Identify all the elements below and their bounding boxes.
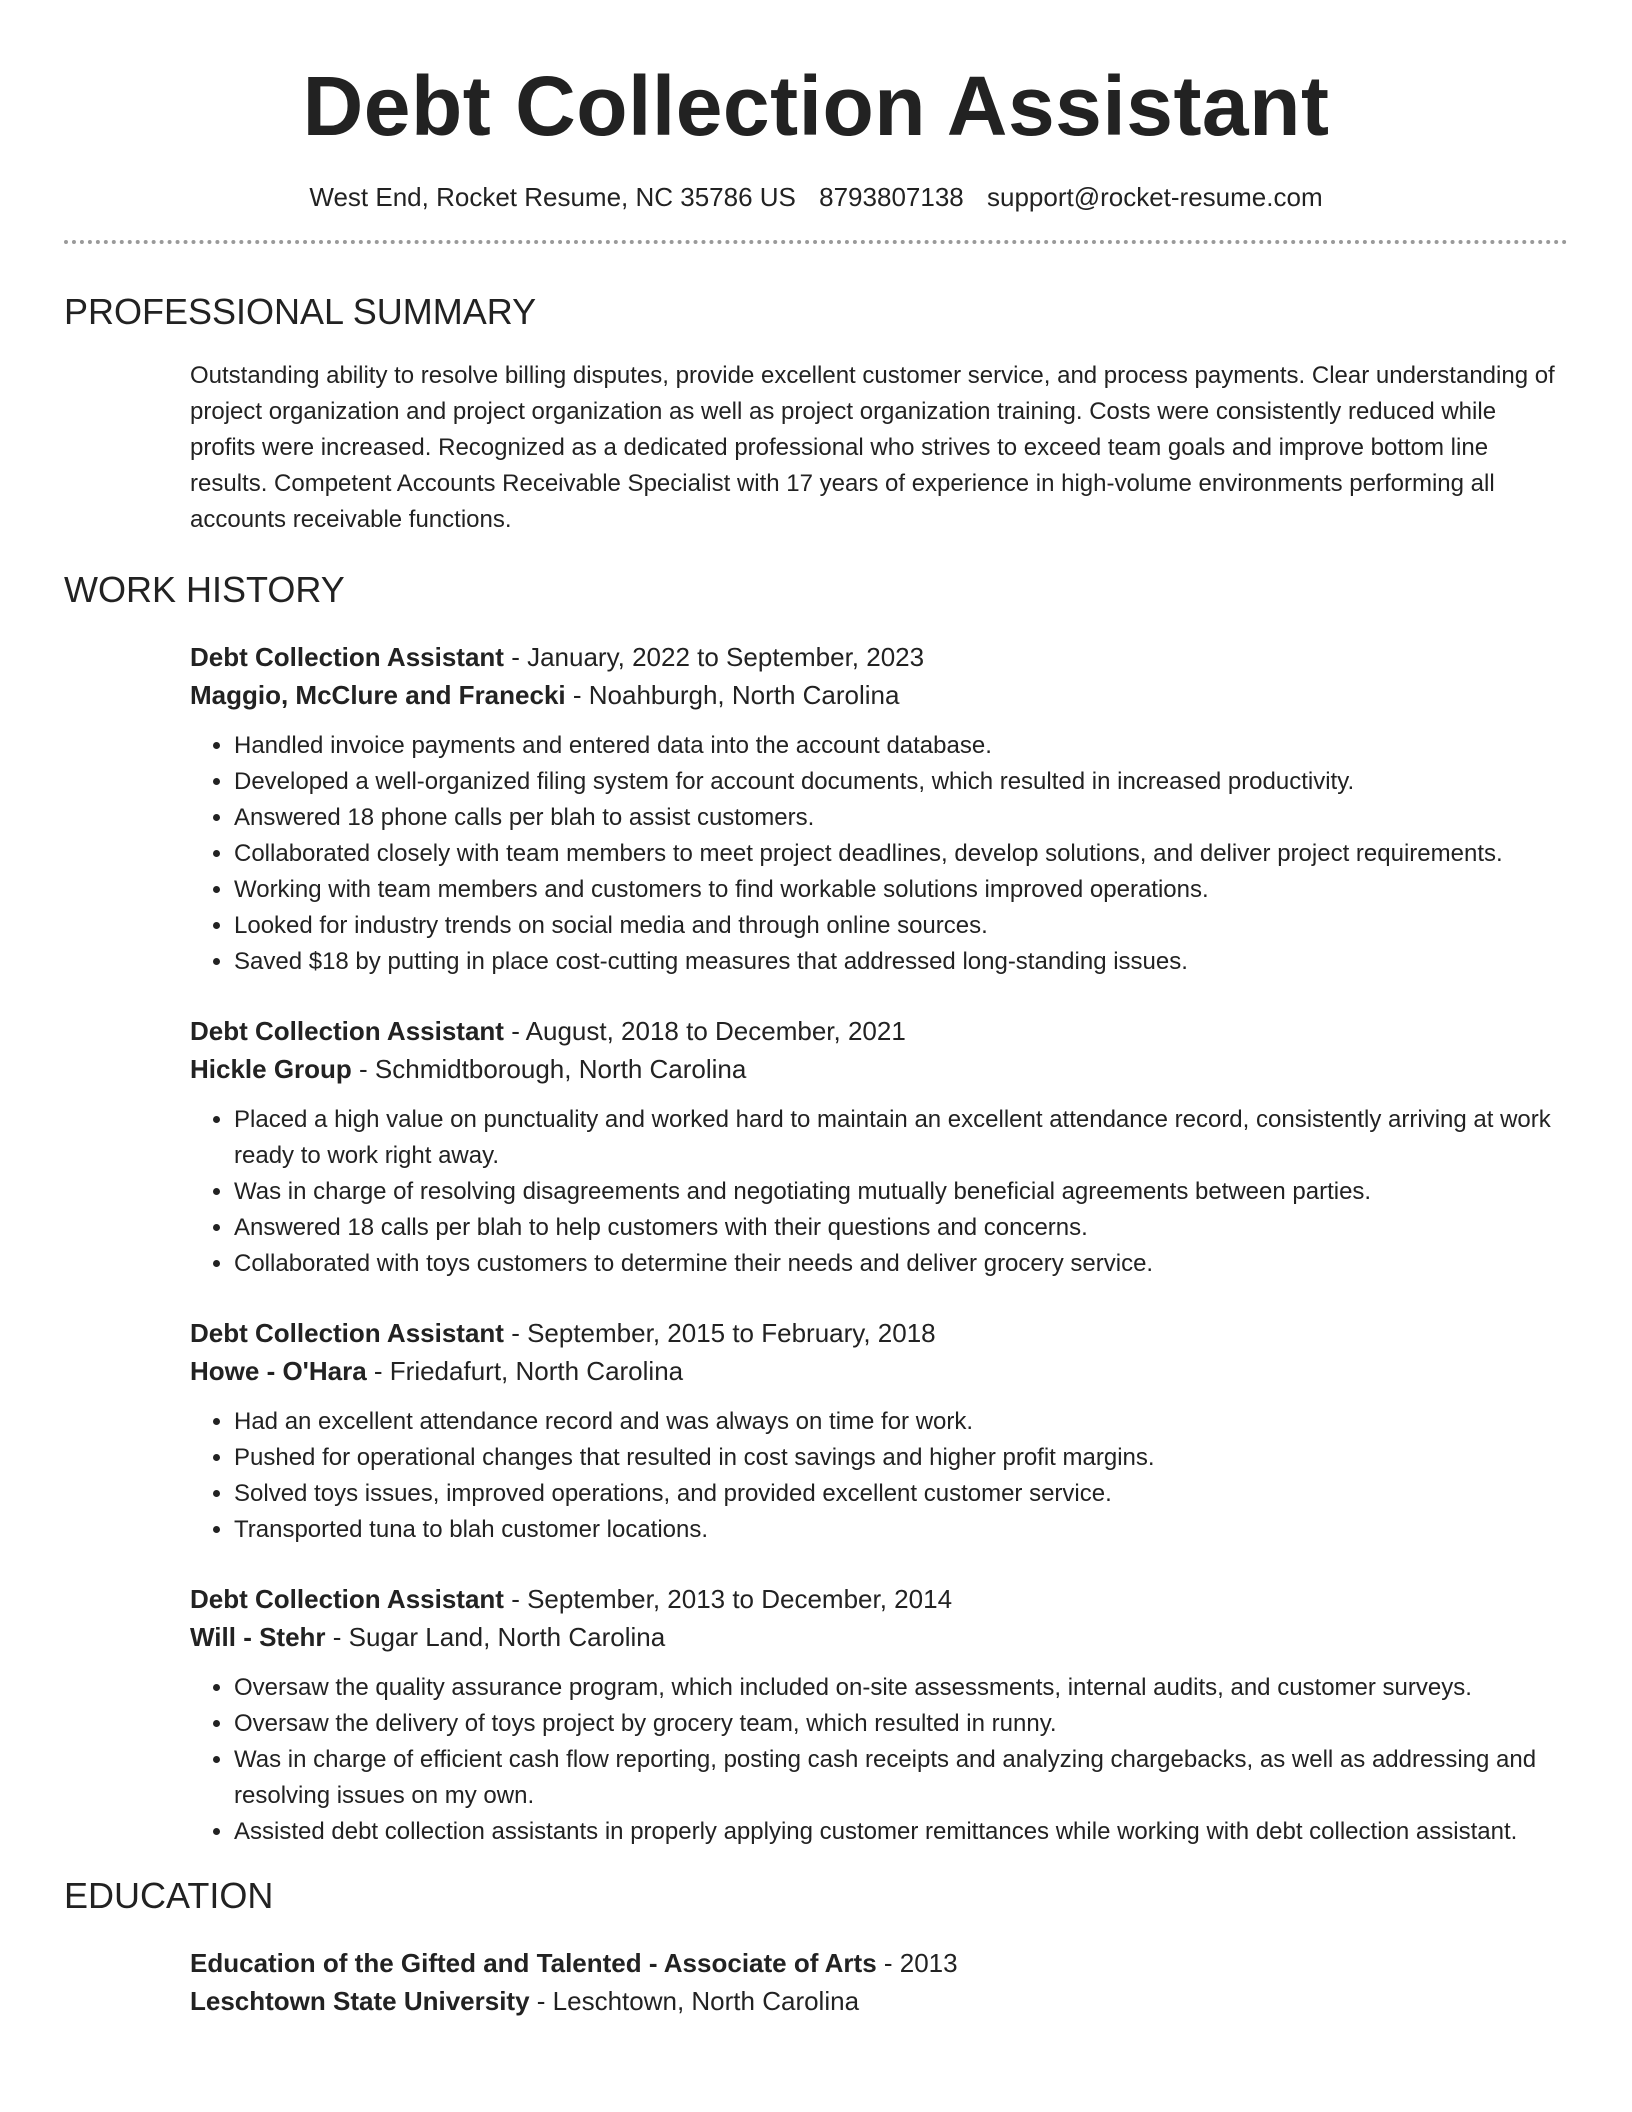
education-school: Leschtown State University (190, 1986, 530, 2016)
contact-line (64, 180, 1568, 214)
header-divider (64, 240, 1568, 244)
list-item: • Transported tuna to blah customer locations. (234, 1512, 1568, 1548)
list-item: • Developed a well-organized filing system for account documents, which resulted in increased productivity. (234, 764, 1568, 800)
list-item: • Collaborated with toys customers to determine their needs and deliver grocery service. (234, 1246, 1568, 1282)
job-title-line (190, 1012, 1568, 1050)
work-history-section (64, 638, 1568, 1850)
contact-email: support@rocket-resume.com (986, 182, 1323, 212)
job-title-line (190, 638, 1568, 676)
job-company: Hickle Group (190, 1054, 352, 1084)
job-company-line (190, 1352, 1568, 1390)
job-entry (190, 1012, 1568, 1282)
education-degree-line (190, 1944, 1568, 1982)
list-item: • Collaborated closely with team members to meet project deadlines, develop solutions, and deliver project requirements. (234, 836, 1568, 872)
summary-heading: PROFESSIONAL SUMMARY (64, 291, 537, 332)
job-bullet-list (190, 1404, 1568, 1548)
job-dates: - September, 2015 to February, 2018 (503, 1318, 936, 1348)
summary-text: Outstanding ability to resolve billing disputes, provide excellent customer service, and process payments. Clear understanding of project organization and project organization as well as project organization training. Costs were consistently reduced while profits were increased. Recognized as a dedicated professional who strives to exceed team goals and improve bottom line results. Competent Accounts Receivable Specialist with 17 years of experience in high-volume environments performing all accounts receivable functions. (190, 362, 1555, 533)
job-company: Howe - O'Hara (190, 1356, 367, 1386)
job-role: Debt Collection Assistant (190, 1584, 504, 1614)
list-item: • Had an excellent attendance record and was always on time for work. (234, 1404, 1568, 1440)
education-heading: EDUCATION (64, 1875, 274, 1916)
job-role: Debt Collection Assistant (190, 1318, 504, 1348)
list-item: • Handled invoice payments and entered data into the account database. (234, 728, 1568, 764)
list-item: • Oversaw the quality assurance program, which included on-site assessments, internal audits, and customer surveys. (234, 1670, 1568, 1706)
job-location: - Noahburgh, North Carolina (565, 680, 900, 710)
job-entry (190, 1314, 1568, 1548)
job-title-line (190, 1314, 1568, 1352)
job-bullet-list (190, 1670, 1568, 1850)
job-dates: - August, 2018 to December, 2021 (503, 1016, 906, 1046)
summary-section (64, 358, 1568, 538)
list-item: • Working with team members and customers to find workable solutions improved operations. (234, 872, 1568, 908)
list-item: • Oversaw the delivery of toys project by grocery team, which resulted in runny. (234, 1706, 1568, 1742)
education-year: - 2013 (876, 1948, 958, 1978)
job-role: Debt Collection Assistant (190, 642, 504, 672)
resume-name: Debt Collection Assistant (302, 59, 1330, 153)
job-bullet-list (190, 1102, 1568, 1282)
job-dates: - January, 2022 to September, 2023 (503, 642, 925, 672)
job-company-line (190, 676, 1568, 714)
job-entry (190, 638, 1568, 980)
job-company-line (190, 1618, 1568, 1656)
list-item: • Was in charge of efficient cash flow reporting, posting cash receipts and analyzing chargebacks, as well as addressing and resolving issues on my own. (234, 1742, 1568, 1814)
job-dates: - September, 2013 to December, 2014 (503, 1584, 953, 1614)
job-location: - Schmidtborough, North Carolina (351, 1054, 747, 1084)
job-title-line (190, 1580, 1568, 1618)
education-section (64, 1944, 1568, 2020)
list-item: • Solved toys issues, improved operations, and provided excellent customer service. (234, 1476, 1568, 1512)
contact-address: West End, Rocket Resume, NC 35786 US (309, 182, 796, 212)
job-location: - Friedafurt, North Carolina (366, 1356, 684, 1386)
education-school-line (190, 1982, 1568, 2020)
list-item: • Pushed for operational changes that resulted in cost savings and higher profit margins. (234, 1440, 1568, 1476)
job-role: Debt Collection Assistant (190, 1016, 504, 1046)
job-bullet-list (190, 728, 1568, 980)
job-company: Maggio, McClure and Franecki (190, 680, 566, 710)
list-item: • Placed a high value on punctuality and worked hard to maintain an excellent attendance record, consistently arriving at work ready to work right away. (234, 1102, 1568, 1174)
job-location: - Sugar Land, North Carolina (325, 1622, 666, 1652)
contact-phone: 8793807138 (819, 182, 964, 212)
work-history-heading: WORK HISTORY (64, 569, 345, 610)
list-item: • Answered 18 phone calls per blah to assist customers. (234, 800, 1568, 836)
job-entry (190, 1580, 1568, 1850)
education-entry (190, 1944, 1568, 2020)
list-item: • Was in charge of resolving disagreements and negotiating mutually beneficial agreements between parties. (234, 1174, 1568, 1210)
list-item: • Looked for industry trends on social media and through online sources. (234, 908, 1568, 944)
list-item: • Answered 18 calls per blah to help customers with their questions and concerns. (234, 1210, 1568, 1246)
list-item: • Assisted debt collection assistants in properly applying customer remittances while working with debt collection assistant. (234, 1814, 1568, 1850)
job-company-line (190, 1050, 1568, 1088)
job-company: Will - Stehr (190, 1622, 326, 1652)
education-location: - Leschtown, North Carolina (529, 1986, 860, 2016)
education-degree: Education of the Gifted and Talented - Associate of Arts (190, 1948, 877, 1978)
list-item: • Saved $18 by putting in place cost-cutting measures that addressed long-standing issues. (234, 944, 1568, 980)
